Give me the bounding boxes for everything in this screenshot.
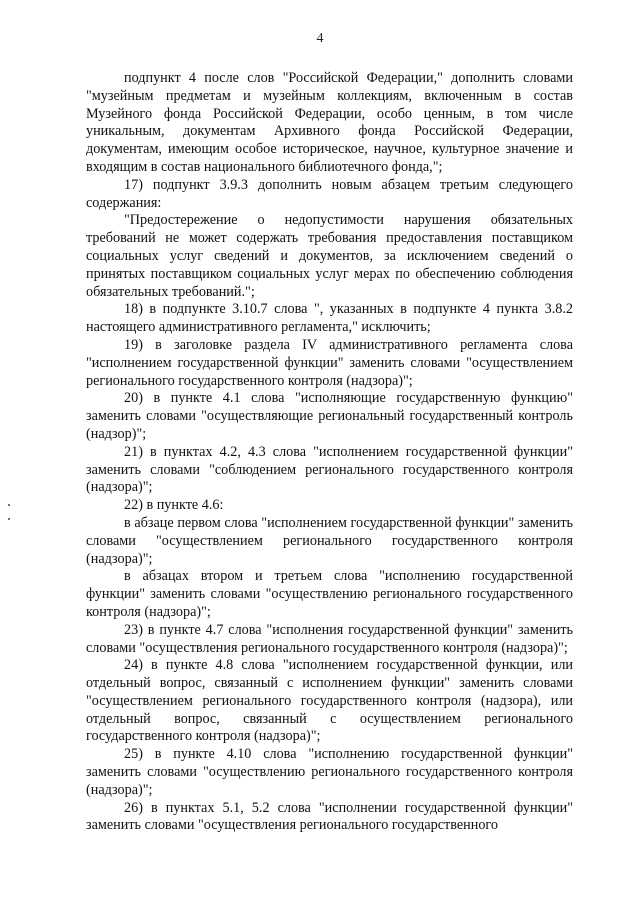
- paragraph-item-19: 19) в заголовке раздела IV административного регламента слова "исполнением государственной функции" заменить словами "осуществлением регионального государственного контроля (надзора)";: [86, 336, 573, 389]
- paragraph-item-25: 25) в пункте 4.10 слова "исполнению государственной функции" заменить словами "осуществлению регионального государственного контроля (надзора)";: [86, 746, 573, 798]
- page-number: 4: [316, 31, 324, 46]
- paragraph-item-22-first-abzac: в абзаце первом слова "исполнением государственной функции" заменить словами "осуществлением регионального государственного контроля (надзора)";: [86, 514, 573, 567]
- paragraph-item-18: 18) в подпункте 3.10.7 слова ", указанных в подпункте 4 пункта 3.8.2 настоящего административного регламента," исключить;: [86, 301, 573, 336]
- paragraph-item-20: 20) в пункте 4.1 слова "исполняющие государственную функцию" заменить словами "осуществляющие региональный государственный контроль (надзор)";: [86, 390, 573, 442]
- paragraph-item-23: 23) в пункте 4.7 слова "исполнения государственной функции" заменить словами "осуществления регионального государственного контроля (надзора)";: [86, 621, 573, 656]
- paragraph-warning-quote: "Предостережение о недопустимости нарушения обязательных требований не может содержать требования предоставления поставщиком социальных услуг сведений и документов, за исключением сведений о принятых поставщиком социальных услуг мерах по обеспечению соблюдения обязательных требований.";: [86, 212, 573, 300]
- paragraph-item-17: 17) подпункт 3.9.3 дополнить новым абзацем третьим следующего содержания:: [86, 176, 573, 211]
- paragraph-item-22-second-third-abzac: в абзацах втором и третьем слова "исполнению государственной функции" заменить словами "осуществлению регионального государственного контроля (надзора)";: [86, 568, 573, 620]
- scan-artifact-dot: [8, 518, 10, 520]
- scan-artifact-dot: [8, 504, 10, 506]
- paragraph-item-26: 26) в пунктах 5.1, 5.2 слова "исполнении государственной функции" заменить словами "осуществления регионального государственного: [86, 799, 573, 834]
- paragraph-item-22: 22) в пункте 4.6:: [124, 497, 224, 514]
- paragraph-item-24: 24) в пункте 4.8 слова "исполнением государственной функции, или отдельный вопрос, связанный с исполнением функции" заменить словами "осуществлением регионального государственного контроля (надзора), или отдельный вопрос, связанный с осуществлением регионального государственного контроля (надзора)";: [86, 657, 573, 745]
- paragraph-item-21: 21) в пунктах 4.2, 4.3 слова "исполнением государственной функции" заменить словами "соблюдением регионального государственного контроля (надзора)";: [86, 443, 573, 496]
- document-body: [86, 70, 573, 835]
- paragraph-subpoint-4-addition: подпункт 4 после слов "Российской Федерации," дополнить словами "музейным предметам и музейным коллекциям, включенным в состав Музейного фонда Российской Федерации, особо ценным, в том числе уникальным, документам Архивного фонда Российской Федерации, документам, имеющим особое историческое, научное, культурное значение и входящим в состав национального библиотечного фонда,";: [86, 70, 573, 175]
